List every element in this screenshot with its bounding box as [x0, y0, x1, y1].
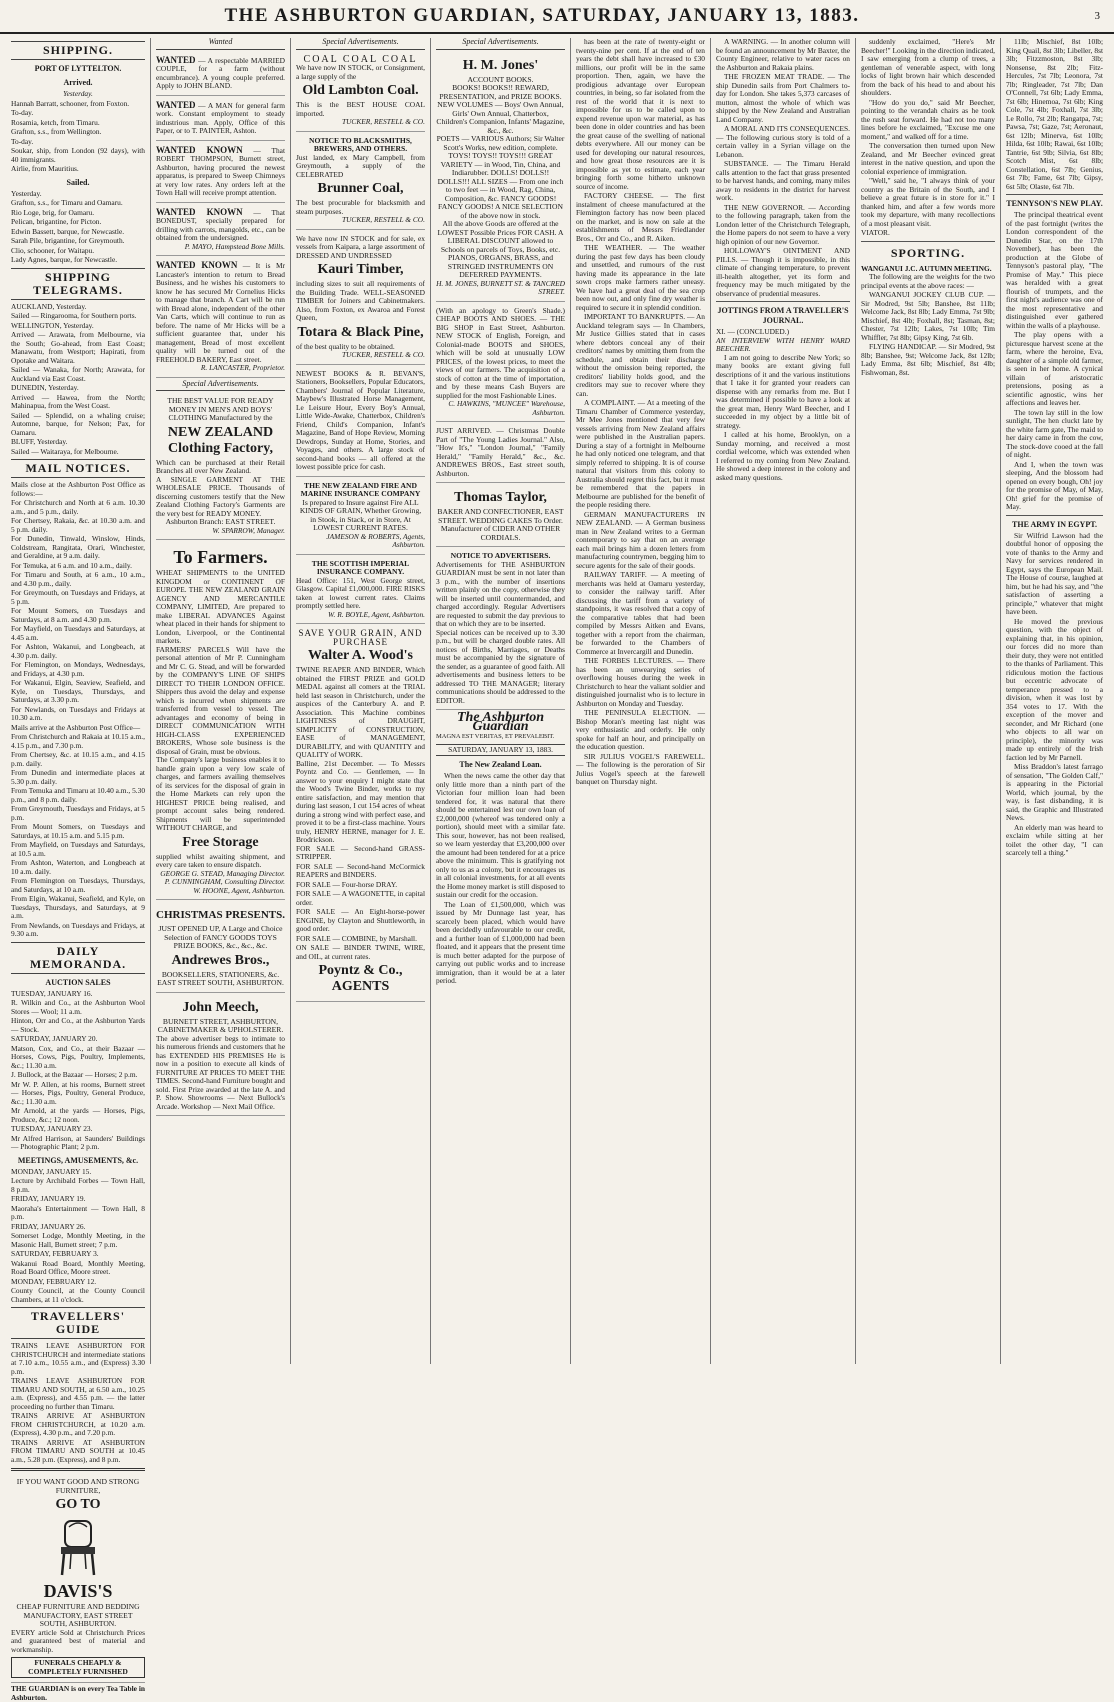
- fire-title: THE NEW ZEALAND FIRE AND MARINE INSURANCE COMPANY: [300, 480, 421, 498]
- article-paragraph: WANGANUI JOCKEY CLUB CUP. — Sir Modred, 9st 5lb; Banshee, 8st 11lb; Welcome Jack, 8st 8lb; Lady Emma, 7st 9lb; Mischief, 8st 4lb; Foxhall, 8st; Tasman, 8st; Chester, 7st 12lb; Lakes, 7st 10lb; Tim Whiffler, 7st 8lb; Gipsy King, 7st 6lb.: [861, 290, 995, 342]
- list-item: FOR SALE — Second-hand GRASS-STRIPPER.: [296, 843, 425, 861]
- wanted-ad-title: WANTED: [156, 99, 196, 110]
- fire-body: Is prepared to Insure against Fire ALL KINDS OF GRAIN, Whether Growing, in Stook, in Stack, or in Store, At LOWEST CURRENT RATES.: [299, 497, 422, 532]
- kauri-intro: We have now IN STOCK and for sale, ex vessels from Kaipara, a large assortment of DRESSED AND UNDRESSED: [296, 233, 425, 260]
- fire-signature: JAMESON & ROBERTS, Agents, Ashburton.: [326, 531, 425, 549]
- list-item: TRAINS ARRIVE AT ASHBURTON FROM CHRISTCHURCH, at 10.20 a.m. (Express), 4.30 p.m., and 7.20 p.m.: [11, 1411, 145, 1437]
- davis-body: CHEAP FURNITURE AND BEDDING MANUFACTORY, EAST STREET SOUTH, ASHBURTON.: [16, 1602, 140, 1628]
- column-2: [151, 38, 291, 1364]
- article-paragraph: HOLLOWAY'S OINTMENT AND PILLS. — Though it is impossible, in this climate of changing temperature, to prevent ill-health altogether, yet its form and frequency may be much mitigated by the observance of prudential measures.: [716, 246, 850, 298]
- army-paragraphs: [1006, 532, 1103, 858]
- list-item: For Flemington, on Mondays, Wednesdays, and Fridays, at 4.30 p.m.: [11, 660, 145, 678]
- clothing-signature: W. SPARROW, Manager.: [212, 525, 285, 535]
- list-item: From Temuka and Timaru at 10.40 a.m., 5.30 p.m., and 8 p.m. daily.: [11, 786, 146, 804]
- jottings-title: JOTTINGS FROM A TRAVELLER'S JOURNAL.: [717, 306, 849, 325]
- taylor-title: Thomas Taylor,: [454, 490, 547, 505]
- article-paragraph: IMPORTANT TO BANKRUPTS. — An Auckland telegram says — In Chambers, Mr Justice Gillies stated that in cases where debtors conceal any of their creditors' names by omitting them from the schedule, and obtain their discharge without the omission being reported, the creditors' liability holds good, and the creditors may sue to recover where they can.: [576, 312, 705, 398]
- loan-title: The New Zealand Loan.: [459, 760, 542, 769]
- storage-title: Free Storage: [182, 834, 259, 850]
- divider: [1006, 194, 1103, 195]
- clothing-title: NEW ZEALAND Clothing Factory,: [167, 424, 274, 456]
- coal-signature: TUCKER, RESTELL & CO.: [341, 117, 425, 126]
- list-item: Grafton, s.s., for Timaru and Oamaru.: [11, 198, 123, 207]
- christmas-body: JUST OPENED UP, A Large and Choice Selection of FANCY GOODS TOYS PRIZE BOOKS, &c., &c., &c.: [158, 924, 283, 950]
- kauri-name: Kauri Timber,: [317, 262, 404, 277]
- taylor-ad: [436, 485, 565, 547]
- davis-funerals: FUNERALS CHEAPLY & COMPLETELY FURNISHED: [11, 1657, 145, 1678]
- news-paragraphs-6: [716, 38, 850, 298]
- chair-icon: [55, 1517, 101, 1577]
- jottings-sub: XI. — (CONCLUDED.): [716, 327, 790, 336]
- list-item: Mails arrive at the Ashburton Post Office—: [11, 722, 141, 732]
- list-item: Arrived — Arawata, from Melbourne, via the South; Go-ahead, from East Coast; Manawatu, from Westport; Hapirati, from Opotake and Waitara.: [11, 330, 145, 365]
- page-number: 3: [1094, 10, 1100, 22]
- wanted-ad-title: WANTED KNOWN: [156, 260, 238, 270]
- list-item: For Mount Somers, on Tuesdays and Saturdays, at 8 a.m. and 4.30 p.m.: [11, 606, 145, 624]
- port-title: PORT OF LYTTELTON.: [34, 64, 122, 73]
- tennyson-paragraphs: [1006, 211, 1103, 512]
- grain-ad: [296, 626, 425, 1002]
- auction-list: [11, 990, 145, 1152]
- andrewes-title: Andrewes Bros.,: [171, 952, 270, 968]
- meech-body: BURNETT STREET, ASHBURTON, CABINETMAKER & UPHOLSTERER.: [157, 1016, 284, 1034]
- footer-note: THE GUARDIAN is on every Tea Table in Ashburton.: [11, 1684, 145, 1702]
- wanted-ad-body: It is Mr Lancaster's intention to return to Bread Business, and he wishes his customers to know he has secured Mr Cornelius Hicks to manage that branch. A Cart will be run with Bread alone, independent of the other Van Carts, which will continue to run as before. The name of Mr Hicks will be a sufficient guarantee that, under his management, Bread of most excellent quality will be turned out of the FREEHOLD BAKERY, East street.: [156, 261, 285, 364]
- jones-extra-2: All the above Goods are offered at the LOWEST Possible Prices FOR CASH. A LIBERAL DISCOUNT allowed to Schools on parcels of Toys, Books, etc. PIANOS, ORGANS, BRASS, and STRINGED INSTRUMENTS ON DEFERRED PAYMENTS.: [437, 219, 564, 279]
- list-item: For Christchurch and North at 6 a.m. 10.30 a.m., and 5 p.m., daily.: [11, 498, 145, 516]
- list-item: Grafton, s.s., from Wellington.: [11, 127, 102, 136]
- list-item: Matson, Cox, and Co., at their Bazaar — Horses, Cows, Pigs, Poultry, Implements, &c.; 11.30 a.m.: [11, 1043, 145, 1070]
- jones-sub: ACCOUNT BOOKS.: [467, 74, 534, 84]
- meech-title: John Meech,: [182, 999, 259, 1015]
- newspaper-title: THE ASHBURTON GUARDIAN, SATURDAY, JANUARY 13, 1883.: [224, 5, 860, 26]
- arrived-label: Arrived.: [63, 78, 93, 87]
- list-item: From Chertsey, &c. at 10.15 a.m., and 4.15 p.m. daily.: [11, 750, 145, 768]
- list-item: FOR SALE — Four-horse DRAY.: [296, 879, 398, 889]
- list-item: FOR SALE — A WAGONETTE, in capital order.: [296, 889, 425, 907]
- column-4: [431, 38, 571, 1364]
- wanted-ad-title: WANTED KNOWN: [156, 144, 243, 155]
- list-item: TRAINS LEAVE ASHBURTON FOR CHRISTCHURCH and intermediate stations at 7.10 a.m., 10.55 a.m., and (Express) 3.30 p.m.: [11, 1341, 145, 1376]
- column-8: [1001, 38, 1108, 1364]
- coal-ad: [296, 53, 425, 132]
- article-paragraph: SIR JULIUS VOGEL'S FAREWELL. — The following is the peroration of Sir Julius Vogel's speech at the farewell banquet on Thursday night.: [576, 751, 705, 786]
- section-title-memoranda: DAILY MEMORANDA.: [11, 942, 145, 974]
- column-5: [571, 38, 711, 1364]
- article-paragraph: "How do you do," said Mr Beecher, pointing to the verandah chairs as he took the rush seat forward. He had not too many lines before he exclaimed, "Excuse me one moment," and walked off for a time.: [861, 97, 995, 141]
- list-item: Hannah Barratt, schooner, from Foxton.: [11, 98, 130, 108]
- article-paragraph: The town lay still in the low sunlight, The hen cluckt late by the white farm gate, The maid to her dairy came in from the cow, The stock-dove cooed at the fall of night.: [1006, 407, 1103, 459]
- article-paragraph: The play opens with a picturesque harvest scene at the farm, where the heroine, Eva, daughter of a simple old farmer, is seen in her home. A cynical villain of aristocratic pretensions, posing as a scientific agnostic, wins her affections and leaves her.: [1006, 330, 1103, 407]
- list-item: Maoraha's Entertainment — Town Hall, 8 p.m.: [11, 1203, 145, 1221]
- list-item: BLUFF, Yesterday.: [11, 437, 68, 446]
- smiths-signature: TUCKER, RESTELL & CO.: [341, 215, 425, 224]
- coal-body: We have now IN STOCK, or Consignment, a large supply of the: [296, 63, 425, 81]
- article-paragraph: THE FROZEN MEAT TRADE. — The ship Dunedin sails from Port Chalmers to-day for London. She takes 5,373 carcases of mutton, almost the whole of which was shipped by the New Zealand and Australian Land Company.: [716, 72, 850, 124]
- notice-extra: Special notices can be received up to 3.30 p.m., but will be charged double rates. All notices of Births, Marriages, or Deaths must be accompanied by the signature of the sender, as a guarantee of good faith. All advertisements and business letters to be addressed TO THE MANAGER; literary communications should be addressed to the EDITOR.: [436, 627, 565, 705]
- section-title-sporting: SPORTING.: [890, 245, 966, 260]
- farmers-extra-2: The Company's large business enables it to handle grain upon a very low scale of charges, and farmers availing themselves of its services for the disposal of grain in the Home Markets can rely upon the HIGHEST PRICE being realised, and prompt account sales being rendered. Shipments will be superintended WITHOUT CHARGE, and: [156, 755, 285, 832]
- section-title-travellers: TRAVELLERS' GUIDE: [11, 1307, 145, 1339]
- list-item: For Wakanui, Elgin, Seaview, Seafield, and Kyle, on Tuesdays, Thursdays, and Saturdays, at 3.30 p.m.: [11, 678, 145, 704]
- newspaper-dateline: SATURDAY, JANUARY 13, 1883.: [436, 744, 565, 757]
- list-item: From Ashton, Waterton, and Longbeach at 10 a.m. daily.: [11, 858, 145, 876]
- article-paragraph: THE PENINSULA ELECTION. — Bishop Moran's meeting last night was very enthusiastic and orderly. He only spoke for half an hour, and principally on the education question.: [576, 708, 705, 751]
- davis-intro: IF YOU WANT GOOD AND STRONG FURNITURE,: [16, 1477, 140, 1495]
- farmers-ad: [156, 542, 285, 900]
- kauri-name-2: Totara & Black Pine,: [297, 324, 424, 340]
- wanted-ad-signature: P. MAYO, Hampstead Bone Mills.: [184, 241, 285, 251]
- weights-paragraphs: [1006, 38, 1103, 191]
- list-item: Rosamia, ketch, from Timaru.: [11, 117, 100, 127]
- jones-title: H. M. Jones': [462, 57, 539, 73]
- column-head-wanted: Wanted: [156, 38, 285, 50]
- viator-signature: VIATOR.: [861, 228, 890, 237]
- list-item: To-day.: [11, 108, 34, 117]
- smiths-extra: The best procurable for blacksmith and steam purposes.: [296, 198, 425, 216]
- notice-title: NOTICE TO ADVERTISERS.: [450, 551, 551, 560]
- list-item: Hinton, Orr and Co., at the Ashburton Yards — Stock.: [11, 1016, 145, 1034]
- article-paragraph: THE WEATHER. — The weather during the past few days has been cloudy and unsettled, and rumours of the rust having made its appearance in the late sown crops make farmers rather uneasy. We have had a great deal of the sea crop been now out, and only fine dry weather is required to secure it in splendid condition.: [576, 243, 705, 312]
- fire-ad: [296, 479, 425, 555]
- kauri-ad: [296, 232, 425, 365]
- list-item: J. Bullock, at the Bazaar — Horses; 2 p.m.: [11, 1070, 138, 1079]
- wanted-ad: WANTED KNOWN — That BONEDUST, specially prepared for drilling with carrots, mangolds, etc., can be obtained from the undersigned. P. MAYO, Hampstead Bone Mills.: [156, 205, 285, 257]
- davis-go-to: GO TO: [55, 1497, 101, 1512]
- list-item: Mr W. P. Allen, at his rooms, Burnett street — Horses, Pigs, Poultry, General Produce, &c.; 11.30 a.m.: [11, 1079, 145, 1106]
- article-paragraph: GERMAN MANUFACTURERS IN NEW ZEALAND. — A German business man in New Zealand writes to a German contemporary to say that on an average each mail brings him a dozen letters from manufacturing countrymen, begging him to secure agents for the sale of their goods.: [576, 509, 705, 570]
- list-item: Somerset Lodge, Monthly Meeting, in the Masonic Hall, Burnett street; 7 p.m.: [11, 1231, 145, 1249]
- list-item: Soukar, ship, from London (92 days), with 40 immigrants.: [11, 146, 145, 164]
- sporting-paragraphs: [861, 273, 995, 377]
- column-head-special-3: Special Advertisements.: [296, 38, 425, 50]
- coal-extra: This is the BEST HOUSE COAL imported.: [296, 100, 425, 118]
- article-paragraph: The following are the weights for the two principal events at the above races: —: [861, 272, 995, 290]
- list-item: Mails close at the Ashburton Post Office as follows:—: [11, 480, 145, 498]
- article-paragraph: The conversation then turned upon New Zealand, and Mr Beecher evinced great interest in the native question, and upon the colonial experience of immigration.: [861, 141, 995, 176]
- wanted-ad-body: That ROBERT THOMPSON, Burnett street, Ashburton, having procured the newest apparatus, is prepared to Sweep Chimneys at very low rates. Any orders left at the Town Hall will receive prompt attention.: [156, 145, 285, 197]
- wanted-ad-signature: R. LANCASTER, Proprietor.: [200, 363, 285, 372]
- wanted-ad: WANTED — A MAN for general farm work. Constant employment to steady industrious man. Apply, Office of this Paper, or to T. PAINTER, Ashton.: [156, 98, 285, 141]
- divider: [716, 301, 850, 302]
- section-title-shipping: SHIPPING.: [11, 41, 145, 60]
- article-paragraph: FACTORY CHEESE. — The first instalment of cheese manufactured at the Flemington factory has now been placed on the market, and is now on sale at the establishments of Messrs Friedlander Bros., Orr and Co., and R. Aiken.: [576, 191, 705, 243]
- article-paragraph: SUBSTANCE. — The Timaru Herald calls attention to the fact that grass presented to be harvest hands, and coming, many miles away to residents in the district for harvest work.: [716, 159, 850, 202]
- page-columns: [6, 37, 1108, 1702]
- wanted-ad-body: A MAN for general farm work. Constant employment to steady industrious man. Apply, Office of this Paper, or to T. PAINTER, Ashton.: [156, 100, 285, 135]
- list-item: FRIDAY, JANUARY 19.: [11, 1194, 86, 1203]
- arrived-body: JUST ARRIVED. — Christmas Double Part of "The Young Ladies Journal." Also, "How It's," "London Journal," "Family Herald," "Family Herald," &c., &c. ANDREWES BROS., East street south, Ashburton.: [436, 426, 565, 478]
- section-title-telegrams: SHIPPING TELEGRAMS.: [11, 268, 145, 300]
- farmers-extra: FARMERS' PARCELS Will have the personal attention of Mr P. Cunningham and Mr C. G. Stead, and will be forwarded by the COMPANY'S LINE OF SHIPS DIRECT TO THEIR LONDON OFFICE. Shippers thus avoid the delay and expense which is incurred when shipments are transferred from vessel to vessel. The advantages and economy of being in DIRECT COMMUNICATION WITH HIGH-CLASS EXPERIENCED BROKERS, Whose sole business is the disposal of Grain, must be obvious.: [156, 644, 285, 756]
- farmers-body: WHEAT SHIPMENTS to the UNITED KINGDOM or CONTINENT OF EUROPE. THE NEW ZEALAND GRAIN AGENCY AND MERCANTILE COMPANY, LIMITED, Are prepared to make LIBERAL ADVANCES Against wheat placed in their hands for shipment to London, Liverpool, or the Continental markets.: [156, 568, 285, 645]
- wanted-ad: WANTED KNOWN — It is Mr Lancaster's intention to return to Bread Business, and he wishes his customers to know he has secured Mr Cornelius Hicks to manage that branch. A Cart will be run with Bread alone, independent of the other Van Carts, which will continue to run as before. The name of Mr Hicks will be a sufficient guarantee that, under his management, Bread of most excellent quality will be turned out of the FREEHOLD BAKERY, East street. R. LANCASTER, Proprietor.: [156, 258, 285, 378]
- column-1: [6, 38, 151, 1702]
- meech-ad: [156, 995, 285, 1117]
- list-item: Yesterday.: [11, 188, 42, 198]
- list-item: Sarah Pile, brigantine, for Greymouth.: [11, 236, 125, 245]
- list-item: ON SALE — BINDER TWINE, WIRE, and OIL, at current rates.: [296, 943, 425, 961]
- list-item: Sailed — Ringarooma, for Southern ports.: [11, 311, 137, 320]
- wanted-ad-title: WANTED: [156, 54, 196, 65]
- news-paragraphs-5: [576, 38, 705, 787]
- list-item: From Newlands, on Tuesdays and Fridays, at 9.30 a.m.: [11, 920, 145, 938]
- telegrams-list: [11, 303, 145, 457]
- article-paragraph: FLYING HANDICAP. — Sir Modred, 9st 8lb; Banshee, 9st; Welcome Jack, 8st 12lb; Lady Emma, 8st 6lb; Mischief, 8st 4lb; Fishwoman, 8st.: [861, 342, 995, 377]
- divider: [1006, 515, 1103, 516]
- storage-signature: GEORGE G. STEAD, Managing Director. P. CUNNINGHAM, Consulting Director. W. HOONE, Agent, Ashburton.: [160, 868, 285, 895]
- list-item: Wakanui Road Board, Monthly Meeting, Road Board Office, Moore street.: [11, 1258, 145, 1276]
- scottish-body: Head Office: 151, West George street, Glasgow. Capital £1,000,000. FIRE RISKS taken at lowest current rates. Claims promptly settled here.: [296, 575, 425, 610]
- masthead: [0, 0, 1114, 34]
- list-item: FOR SALE — COMBINE, by Marshall.: [296, 933, 417, 943]
- article-paragraph: suddenly exclaimed, "Here's Mr Beecher!" Looking in the direction indicated, I saw emerging from a clump of trees, a gentleman of venerable aspect, with long locks of light brown hair which descended from the back of his head to and about his shoulders.: [861, 37, 995, 97]
- grain-name: Walter A. Wood's: [308, 648, 413, 663]
- article-paragraph: An elderly man was heard to exclaim while sitting at her toilet the other day, "I can scarcely tell a thing.": [1006, 822, 1103, 857]
- coal-name: Old Lambton Coal.: [302, 83, 419, 98]
- andrewes-body: BOOKSELLERS, STATIONERS, &c. EAST STREET SOUTH, ASHBURTON.: [157, 969, 284, 987]
- auction-head: AUCTION SALES: [45, 977, 111, 987]
- list-item: Airlie, from Mauritius.: [11, 164, 79, 173]
- wanted-ad-title: WANTED KNOWN: [156, 206, 243, 217]
- column-head-special: Special Advertisements.: [156, 380, 285, 392]
- jones-signature: H. M. JONES, BURNETT ST. & TANCRED STREET.: [436, 278, 565, 296]
- list-item: Rio Loge, brig, for Oamaru.: [11, 207, 95, 217]
- article-paragraph: THE NEW GOVERNOR. — According to the following paragraph, taken from the London letter of the Christchurch Telegraph, the Home papers do not seem to have a very high opinion of our new Governor.: [716, 202, 850, 246]
- clothing-body: Which can be purchased at their Retail Branches all over New Zealand.: [156, 457, 285, 475]
- list-item: From Mount Somers, on Tuesdays and Saturdays, at 10.15 a.m. and 5.15 p.m.: [11, 822, 145, 840]
- scottish-signature: W. R. BOYLE, Agent, Ashburton.: [328, 609, 425, 619]
- list-item: Mr Arnold, at the yards — Horses, Pigs, Produce, &c.; 12 noon.: [11, 1106, 145, 1124]
- jones-body: BOOKS! BOOKS!! REWARD, PRESENTATION, and PRIZE BOOKS. NEW VOLUMES — Boys' Own Annual, Girls' Own Annual, Chatterbox, Children's Companion, Infants' Magazine, &c., &c.: [436, 83, 565, 135]
- article-paragraph: And I, when the town was sleeping, And the blossom had opened on every bough, Oh! joy for the promise of May, of May, Oh! grief for the promise of May.: [1006, 459, 1103, 511]
- coal-title: COAL COAL COAL: [303, 53, 418, 65]
- list-item: For Mayfield, on Tuesdays and Saturdays, at 4.45 a.m.: [11, 624, 145, 642]
- meetings-head: MEETINGS, AMUSEMENTS, &c.: [17, 1155, 139, 1165]
- list-item: SATURDAY, FEBRUARY 3.: [11, 1249, 99, 1258]
- mail-list: [11, 481, 145, 939]
- list-item: From Christchurch and Rakaia at 10.15 a.m., 4.15 p.m., and 7.30 p.m.: [11, 732, 145, 750]
- davis-extra: EVERY article Sold at Christchurch Prices and guaranteed best of material and workmanship.: [11, 1627, 145, 1654]
- clothing-extra: A SINGLE GARMENT AT THE WHOLESALE PRICE. Thousands of discerning customers testify that the New Zealand Clothing Factory's Garments are the very best for READY MONEY.: [156, 474, 285, 518]
- list-item: For Newlands, on Tuesdays and Fridays at 10.30 a.m.: [11, 704, 145, 722]
- list-item: Sailed — Waitaraya, for Melbourne.: [11, 446, 119, 456]
- christmas-ad: [156, 902, 285, 993]
- sailed-list: [11, 190, 145, 265]
- grain-body: TWINE REAPER AND BINDER, Which obtained the FIRST PRIZE and GOLD MEDAL against all comers at the TRIAL held last season in Christchurch, under the auspices of the Canterbury A. and P. Association. This Machine combines LIGHTNESS of DRAUGHT, SIMPLICITY of CONSTRUCTION, EASE of MANAGEMENT, DURABILITY, and with QUANTITY and QUALITY of WORK.: [296, 665, 425, 759]
- clothing-address: Ashburton Branch: EAST STREET.: [165, 517, 276, 526]
- storage-body: supplied whilst awaiting shipment, and every care taken to ensure dispatch.: [156, 851, 285, 869]
- arrived-ad: [436, 424, 565, 483]
- list-item: Lady Agnes, barque, for Newcastle.: [11, 255, 118, 264]
- smiths-title: NOTICE TO BLACKSMITHS, BREWERS, AND OTHERS.: [309, 135, 412, 153]
- list-item: From Greymouth, Tuesdays and Fridays, at 5 p.m.: [11, 804, 145, 822]
- list-item: TRAINS LEAVE ASHBURTON FOR TIMARU AND SOUTH, at 6.50 a.m., 10.25 a.m. (Express), and 4.55 p.m. — the latter proceeding no further than Timaru.: [11, 1376, 145, 1411]
- scottish-title: THE SCOTTISH IMPERIAL INSURANCE COMPANY.: [311, 558, 410, 576]
- kauri-signature: TUCKER, RESTELL & CO.: [341, 350, 425, 359]
- jones-extra: POETS — VARIOUS Authors; Sir Walter Scott's Works, new edition, complete. TOYS! TOYS!! TOYS!!! GREAT VARIETY — in Wood, Tin, China, and Indiarubber. DOLLS! DOLLS!! DOLLS!!! ALL SIZES — From one inch to two feet — in Wood, Rag, China, Composition, &c. FANCY GOODS! FANCY GOODS! A NICE SELECTION of the above now in stock.: [436, 134, 565, 220]
- arrived-yesterday: Yesterday.: [63, 89, 93, 98]
- davis-ad: [11, 1475, 145, 1683]
- davis-name: DAVIS'S: [43, 1581, 113, 1601]
- cheap-ad: [436, 304, 565, 423]
- kauri-extra: of the best quality to be obtained.: [296, 341, 395, 351]
- clothing-intro: THE BEST VALUE FOR READY MONEY IN MEN'S AND BOYS' CLOTHING Manufactured by the: [167, 396, 274, 422]
- article-paragraph: has been at the rate of twenty-eight or twenty-nine per cent. If at the end of ten years the debt shall have increased to £30 millions, our profit will be in the same proportion. Then, again, we have the prodigious advantage over European countries, in being, so far isolated from the rest of the world that it is next to impossible for us to be called upon to expend revenue upon war material, as has been done in older countries and has been the great cause of the swelling of national debts everywhere. All our money can be used for developing our natural resources, and how great those resources are it is impossible as yet to estimate, each year bringing forth some hitherto unknown source of income.: [576, 37, 705, 191]
- article-paragraph: I called at his home, Brooklyn, on a Sunday morning, and received a most cordial welcome, which was extended when I referred to my coming from New Zealand. He showed a deep interest in the colony and asked many questions.: [716, 430, 850, 482]
- arrived-list: [11, 100, 145, 174]
- notice-ad: [436, 549, 565, 710]
- list-item: For Dunedin, Tinwald, Winslow, Hinds, Coldstream, Rangitata, Orari, Winchester, and Geraldine, at 9 a.m. daily.: [11, 534, 145, 560]
- newspaper-motto: MAGNA EST VERITAS, ET PREVALEBIT.: [436, 733, 555, 740]
- meech-extra: The above advertiser begs to intimate to his numerous friends and customers that he has EXTENDED HIS PREMISES He is now in a position to execute all kinds of FURNITURE AT PRICES TO MEET THE TIMES. Second-hand Furniture bought and sold. First Prize awarded at the late A. and P. Show. Showrooms — Next Bullock's Arcade. Workshop — Next Mail Office.: [156, 1033, 285, 1111]
- list-item: From Dunedin and intermediate places at 5.30 p.m. daily.: [11, 768, 145, 786]
- list-item: Edwin Bassett, barque, for Newcastle.: [11, 226, 125, 236]
- jones-ad: [436, 53, 565, 302]
- list-item: For Temuka, at 6 a.m. and 10 a.m., daily.: [11, 560, 132, 570]
- grain-signature: Poyntz & Co., AGENTS: [318, 963, 403, 994]
- meetings-list: [11, 1168, 145, 1305]
- list-item: FOR SALE — An Eight-horse-power ENGINE, by Clayton and Shuttleworth, in good order.: [296, 907, 425, 933]
- wanted-ad-body: That BONEDUST, specially prepared for drilling with carrots, mangolds, etc., can be obtained from the undersigned.: [156, 207, 285, 242]
- sale-list: [296, 845, 425, 962]
- article-paragraph: The principal theatrical event of the past fortnight (writes the London correspondent of the Dunedin Star, on the 17th November), has been the production at the Globe of Tennyson's pastoral play, "The Promise of May." This piece was heralded with a great flourish of trumpets, and the first night's audience was one of the most representative and distinguished ever gathered within the walls of a playhouse.: [1006, 210, 1103, 330]
- list-item: MONDAY, FEBRUARY 12.: [11, 1276, 97, 1286]
- article-paragraph: The Loan of £1,500,000, which was issued by Mr Dunnage last year, has scarcely been placed, which would have been decidedly unfavourable to our credit, and a further loan of £1,000,000 had been floated, and it appears that the present time is much better adapted for the purpose of carrying out public works and to increase immigration, than it would be at a later period.: [436, 899, 565, 985]
- news-paragraphs-7: [861, 38, 995, 228]
- cheap-body: (With an apology to Green's Shade.) CHEAP BOOTS AND SHOES. — THE BIG SHOP in East Street, Ashburton. NEW STOCK of English, Foreign, and Colonial-made BOOTS and SHOES, which will be sold at unusually LOW PRICES, of the lowest prices, to meet the views of our farmers. The acquisition of a stock of cotton at the time of importation, and by these means Cash Buyers are supplied for the most Fashionable Lines.: [436, 305, 565, 400]
- novels-ad: [296, 367, 425, 477]
- travellers-list: [11, 1342, 145, 1464]
- wanted-ad-body: A respectable MARRIED COUPLE, for a farm (without encumbrance). A young couple preferred. Apply to JOHN BLAND.: [156, 55, 285, 90]
- list-item: FRIDAY, JANUARY 26.: [11, 1221, 86, 1231]
- wanted-ads: [156, 53, 285, 378]
- article-paragraph: RAILWAY TARIFF. — A meeting of merchants was held at Oamaru yesterday, to consider the railway tariff. After discussing the tariff from a variety of standpoints, it was resolved that a copy of the comparative tables that had been compiled by Messrs Aitken and Evans, together with a report from the chairman, be forwarded to the Chambers of Commerce at Invercargill and Dunedin.: [576, 570, 705, 656]
- clothing-ad: [156, 394, 285, 540]
- article-paragraph: 11lb; Mischief, 8st 10lb; King Quail, 8st 3lb; Libeller, 8st 3lb; Fitzzmoston, 8st 3lb; Nonsense, 8st 2lb; Fitz-Hercules, 7st 7lb; Leonora, 7st 7lb; Ringleader, 7st 7lb; Dan O'Connell, 7st 6lb; Lady Emma, 7st 6lb; Hinemoa, 7st 6lb; King Cole, 7st 4lb; Foxhall, 7st 3lb; Le Rollo, 7st 2lb; Rangatpa, 7st; Pawsa, 7st; Gaze, 7st; Aeronaut, 6st 12lb; Minerva, 6st 10lb; Hilda, 6st 10lb; Rawai, 6st 10lb; Tantrie, 6st 9lb; Silvia, 6st 8lb; Scotch Mist, 6st 8lb; Constellation, 6st 7lb; Genius, 6st 7lb; Fame, 6st 7lb; Gipsy, 6st 5lb; Olaste, 6st 7lb.: [1006, 37, 1103, 191]
- novels-body: NEWEST BOOKS & R. BEVAN'S, Stationers, Booksellers, Popular Educators, Chambers' Journal of Popular Literature, Maybew's Illustrated Horse Management, Le Leisure Hour, Every Boy's Annual, Little Wide-Awake, Chatterbox, Children's Friend, Child's Companion, Infant's Magazine, Band of Hope Review, Morning Dewdrops, Sunday at Home, Stories, and Voyages, and others. A large stock of second-hand books — all offered at the lowest possible price for cash.: [296, 368, 425, 471]
- list-item: WELLINGTON, Yesterday.: [11, 320, 94, 330]
- kauri-body: including sizes to suit all requirements of the Building Trade. WELL-SEASONED TIMBER for Joiners and Cabinetmakers. Also, from Foxton, ex Awaroa and Forest Queen,: [296, 279, 425, 322]
- grain-testimonial: Balline, 21st December. — To Messrs Poyntz and Co. — Gentlemen, — In answer to your enquiry I might state that the Wood's Twine Binder, works to my entire satisfaction, and may mention that during last season, I cut 154 acres of wheat during a strong wind with perfect ease, and proved it to be a first-class machine. Yours truly, HENRY HERNE, manager for J. E. Brodrickson.: [296, 758, 425, 844]
- smiths-ad: [296, 134, 425, 230]
- list-item: Sailed — Splendid, on a whaling cruise; Automne, barque, for Nelson; Pax, for Oamaru.: [11, 410, 145, 437]
- list-item: Pelican, brigantine, for Picton.: [11, 217, 102, 226]
- army-title: THE ARMY IN EGYPT.: [1012, 519, 1097, 529]
- loan-paragraphs: [436, 772, 565, 986]
- column-head-special-4: Special Advertisements.: [436, 38, 565, 50]
- column-7: [856, 38, 1001, 1364]
- list-item: SATURDAY, JANUARY 20.: [11, 1034, 98, 1043]
- article-paragraph: Miss Braddon's latest farrago of sensation, "The Golden Calf," is appearing in the Pictorial World, which journal, by the way, is fast disbanding, it is said, the Graphic and Illustrated News.: [1006, 762, 1103, 822]
- grain-title: SAVE YOUR GRAIN, AND PURCHASE: [298, 628, 423, 647]
- list-item: R. Wilkin and Co., at the Ashburton Wool Stores — Wool; 11 a.m.: [11, 998, 145, 1016]
- wanted-ad: WANTED — A respectable MARRIED COUPLE, for a farm (without encumbrance). A young couple preferred. Apply to JOHN BLAND.: [156, 53, 285, 96]
- scottish-ad: [296, 557, 425, 625]
- column-3: [291, 38, 431, 1364]
- list-item: For Ashton, Wakanui, and Longbeach, at 4.30 p.m. daily.: [11, 642, 145, 660]
- tennyson-title: TENNYSON'S NEW PLAY.: [1006, 199, 1103, 208]
- list-item: TUESDAY, JANUARY 23.: [11, 1124, 93, 1133]
- sporting-sub: WANGANUI J.C. AUTUMN MEETING.: [861, 263, 992, 273]
- list-item: TUESDAY, JANUARY 16.: [11, 988, 93, 998]
- list-item: Sailed — Wanaka, for North; Arawata, for Auckland via East Coast.: [11, 365, 145, 383]
- article-paragraph: Sir Wilfrid Lawson had the doubtful honor of opposing the vote of thanks to the Army and Navy for services rendered in Egypt, says the European Mail. The House of course, laughed at him, but he had his say, and "the satisfaction of asserting a principle," whatever that might have been.: [1006, 530, 1103, 616]
- list-item: For Chertsey, Rakaia, &c. at 10.30 a.m. and 5 p.m. daily.: [11, 516, 145, 534]
- wanted-ad: WANTED KNOWN — That ROBERT THOMPSON, Burnett street, Ashburton, having procured the newest apparatus, is prepared to Sweep Chimneys at very low rates. Any orders left at the Town Hall will receive prompt attention.: [156, 143, 285, 203]
- list-item: FOR SALE — Second-hand McCormick REAPERS and BINDERS.: [296, 861, 425, 879]
- list-item: For Timaru and South, at 6 a.m., 10 a.m., and 4.30 p.m., daily.: [11, 570, 145, 588]
- list-item: TRAINS ARRIVE AT ASHBURTON FROM TIMARU AND SOUTH at 10.45 a.m., 5.28 p.m. (Express), and 8 p.m.: [11, 1437, 145, 1464]
- list-item: Arrived — Hawea, from the North; Mahinapua, from the West Coast.: [11, 392, 145, 410]
- article-paragraph: "Well," said he, "I always think of your country as the Britain of the South, and I believe a great future is in store for it." I thanked him, and after a few words more took my departure, with many recollections of a most pleasant visit.: [861, 176, 995, 228]
- list-item: Lecture by Archibald Forbes — Town Hall, 8 p.m.: [11, 1176, 145, 1194]
- farmers-title: To Farmers.: [173, 547, 268, 567]
- article-paragraph: A COMPLAINT. — At a meeting of the Timaru Chamber of Commerce yesterday, Mr Mee Jones mentioned that very few vessels arriving from New Zealand affairs were published in the Australian papers. During a stay of a fortnight in Melbourne he had only noticed one telegram, and that simply referred to shipping. It is of course natural that visitors from this colony to Australia should regret this fact, but it must be remembered that the papers in Melbourne are published for the benefit of the people residing there.: [576, 398, 705, 509]
- list-item: From Flemington on Tuesdays, Thursdays, and Saturdays, at 10 a.m.: [11, 876, 145, 894]
- divider: [861, 241, 995, 242]
- smiths-name: Brunner Coal,: [317, 181, 404, 196]
- article-paragraph: I am not going to describe New York; so many books are extant giving full descriptions of it and the various institutions that I take it for granted your readers can dispense with any remarks from me. But I was determined if possible to have a look at the great man, Henry Ward Beecher, and I succeeded in my object by a little bit of strategy.: [716, 352, 850, 430]
- jottings-sub-2: AN INTERVIEW WITH HENRY WARD BEECHER.: [716, 335, 850, 353]
- list-item: County Council, at the County Council Chambers, at 11 o'clock.: [11, 1286, 145, 1304]
- cheap-signature: C. HAWKINS, "MUNCEE" Warehouse, Ashburton.: [448, 399, 565, 417]
- sailed-label: Sailed.: [66, 177, 90, 187]
- list-item: Mr Alfred Harrison, at Saunders' Buildings — Photographic Plant; 2 p.m.: [11, 1133, 145, 1151]
- list-item: From Mayfield, on Tuesdays and Saturdays, at 10.5 a.m.: [11, 840, 145, 858]
- list-item: To-day.: [11, 136, 34, 146]
- list-item: Clio, schooner, for Waitapu.: [11, 245, 95, 255]
- list-item: DUNEDIN, Yesterday.: [11, 383, 79, 392]
- article-paragraph: He moved the previous question, with the object of explaining that, in his opinion, our forces did no more than their duty, they were not entitled to the thanks of Parliament. This ridiculous motion the factious but eccentric advocate of temperance pressed to a division, when it was lost by 354 votes to 17. With the exception of the mover and seconder, and Mr Richard (one who objects to all war on principle), the minority was made up entirely of the Irish faction led by Mr Parnell.: [1006, 616, 1103, 762]
- list-item: From Elgin, Wakanui, Seafield, and Kyle, on Tuesdays, Thursdays, and Saturdays, at 9 a.m.: [11, 894, 145, 920]
- article-paragraph: THE FORBES LECTURES. — There has been an unwearying series of overflowing houses during the week in Christchurch to hear the valiant soldier and distinguished journalist who is to lecture in Ashburton on Monday and Tuesday.: [576, 656, 705, 708]
- newspaper-nameplate: The Ashburton Guardian: [456, 710, 544, 734]
- smiths-body: Just landed, ex Mary Campbell, from Greymouth, a supply of the CELEBRATED: [296, 152, 425, 179]
- list-item: AUCKLAND, Yesterday.: [11, 301, 87, 311]
- article-paragraph: A MORAL AND ITS CONSEQUENCES. — The following curious story is told of a certain valley in a Syrian village on the Lebanon.: [716, 124, 850, 159]
- section-title-mail: MAIL NOTICES.: [11, 459, 145, 478]
- article-paragraph: When the news came the other day that only little more than a ninth part of the Victorian four million loan had been tendered for, it was natural that there should be entertained lest our own loan of £2,000,000 (whereof was tendered only a portion), should meet with a similar fate. This sour, however, has not been realised, so we learn yesterday that £3,200,000 over the amount had been tendered for at a price above the minimum. This is gratifying not only to us as a colony, but it encourages us in all colonial investments, for at all events the Home money market is still disposed to sustain our credit for the occasion.: [436, 771, 565, 899]
- jottings-paragraphs: [716, 354, 850, 483]
- column-6: [711, 38, 856, 1364]
- notice-body: Advertisements for THE ASHBURTON GUARDIAN must be sent in not later than 3 p.m., with the number of insertions written plainly on the copy, otherwise they will be inserted until countermanded, and charged accordingly. Regular Advertisers are requested to submit the day previous to that on which they are to be inserted.: [436, 559, 565, 628]
- list-item: For Greymouth, on Tuesdays and Fridays, at 5 p.m.: [11, 588, 145, 606]
- divider: [11, 1468, 145, 1471]
- taylor-body: BAKER AND CONFECTIONER, EAST STREET. WEDDING CAKES To Order. Manufacturer of CIDER AND OTHER CORDIALS.: [437, 507, 564, 542]
- article-paragraph: A WARNING. — In another column will be found an announcement by Mr Baxter, the County Engineer, relative to water races on the Ashburton and Rakaia plains.: [716, 37, 850, 72]
- christmas-title: CHRISTMAS PRESENTS.: [156, 909, 285, 921]
- list-item: MONDAY, JANUARY 15.: [11, 1166, 92, 1176]
